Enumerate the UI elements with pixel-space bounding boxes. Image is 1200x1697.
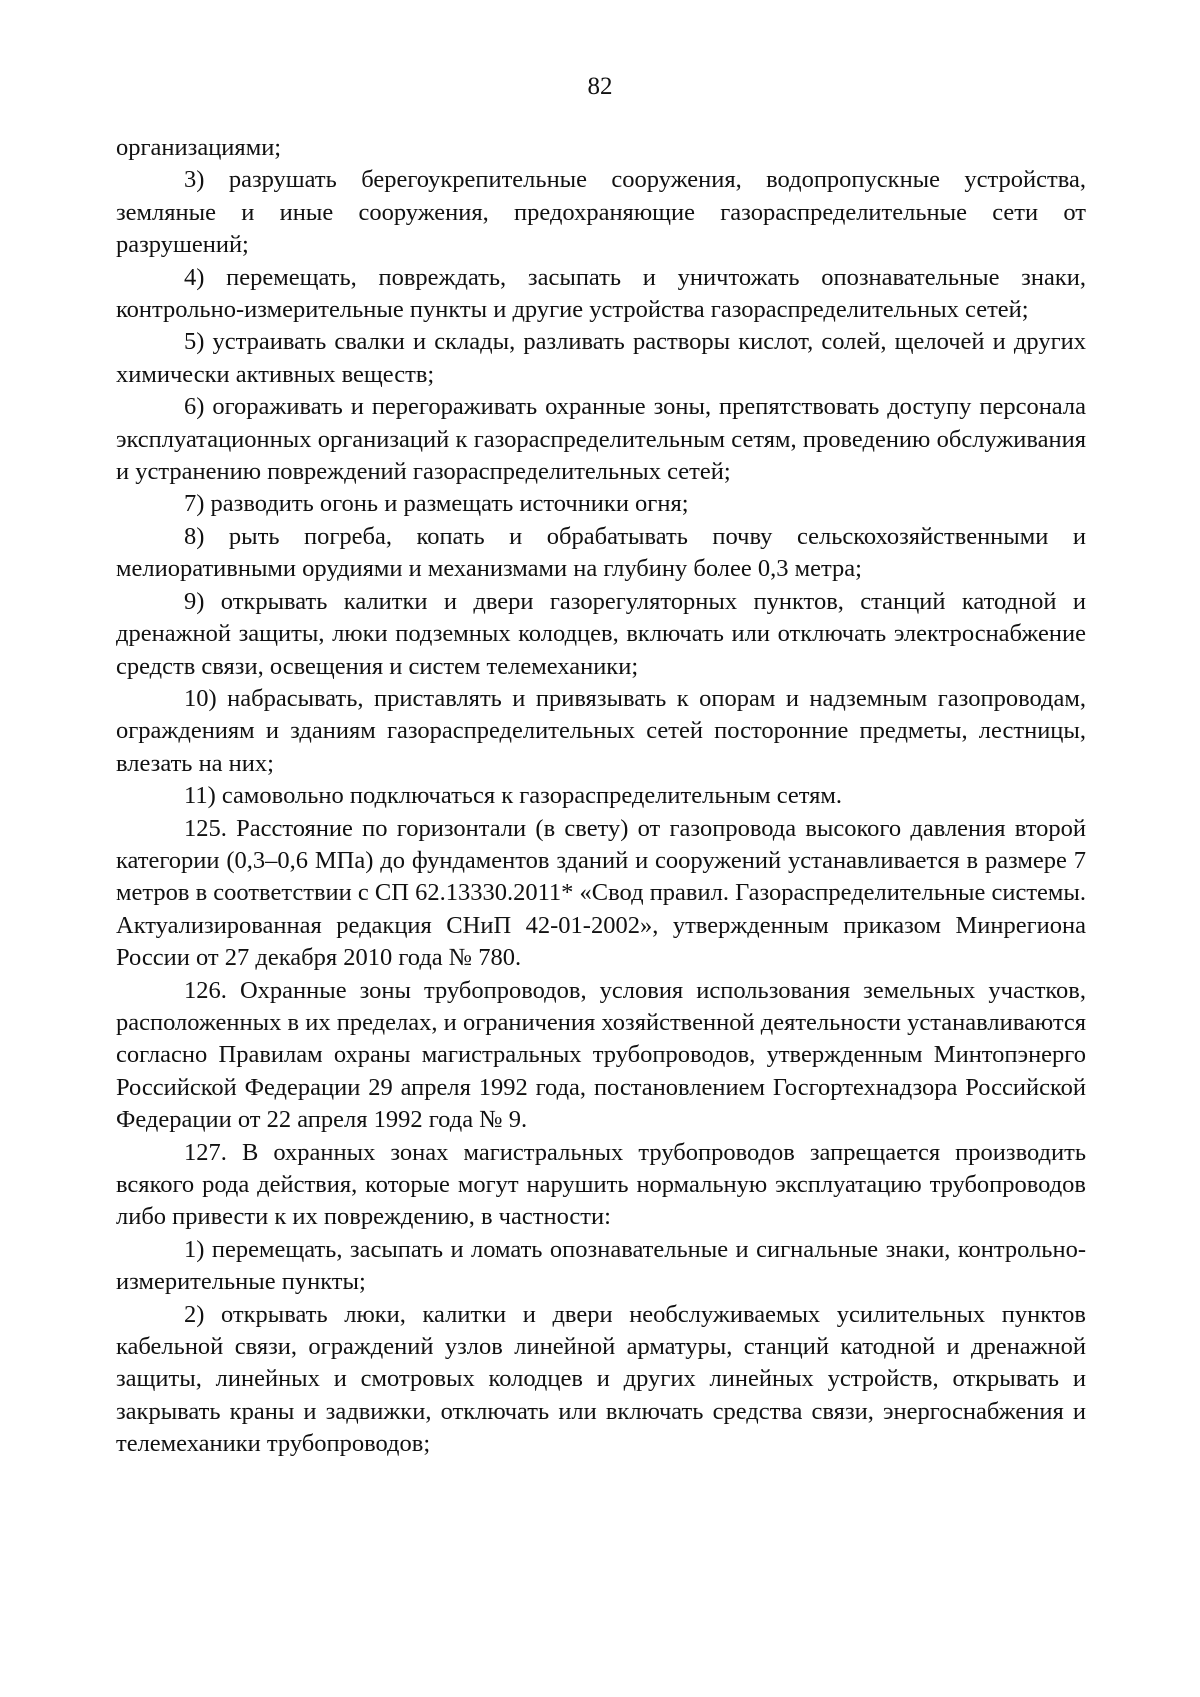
document-body [116,132,1086,1461]
list-item: 4) перемещать, повреждать, засыпать и уничтожать опознавательные знаки, контрольно-измерительные пункты и другие устройства газораспределительных сетей; [116,263,1086,324]
list-item: 1) перемещать, засыпать и ломать опознавательные и сигнальные знаки, контрольно-измерительные пункты; [116,1235,1086,1296]
paragraph: организациями; [116,134,282,161]
list-item: 9) открывать калитки и двери газорегуляторных пунктов, станций катодной и дренажной защиты, люки подземных колодцев, включать или отключать электроснабжение средств связи, освещения и систем телемеханики; [116,587,1086,680]
list-item: 2) открывать люки, калитки и двери необслуживаемых усилительных пунктов кабельной связи, ограждений узлов линейной арматуры, станций катодной и дренажной защиты, линейных и смотровых колодцев и других линейных устройств, открывать и закрывать краны и задвижки, отключать или включать средства связи, энергоснабжения и телемеханики трубопроводов; [116,1300,1086,1458]
list-item: 10) набрасывать, приставлять и привязывать к опорам и надземным газопроводам, ограждениям и зданиям газораспределительных сетей посторонние предметы, лестницы, влезать на них; [116,684,1086,777]
page-number: 82 [587,73,613,100]
list-item: 6) огораживать и перегораживать охранные зоны, препятствовать доступу персонала эксплуатационных организаций к газораспределительным сетям, проведению обслуживания и устранению повреждений газораспределительных сетей; [116,393,1086,486]
list-item: 8) рыть погреба, копать и обрабатывать почву сельскохозяйственными и мелиоративными орудиями и механизмами на глубину более 0,3 метра; [116,522,1086,583]
list-item: 3) разрушать берегоукрепительные сооружения, водопропускные устройства, земляные и иные сооружения, предохраняющие газораспределительные сети от разрушений; [116,166,1086,259]
paragraph-126: 126. Охранные зоны трубопроводов, условия использования земельных участков, расположенных в их пределах, и ограничения хозяйственной деятельности устанавливаются согласно Правилам охраны магистральных трубопроводов, утвержденным Минтопэнерго Российской Федерации 29 апреля 1992 года, постановлением Госгортехнадзора Российской Федерации от 22 апреля 1992 года № 9. [116,976,1086,1134]
list-item: 7) разводить огонь и размещать источники огня; [184,490,689,518]
list-item: 11) самовольно подключаться к газораспределительным сетям. [184,782,843,810]
paragraph-127: 127. В охранных зонах магистральных трубопроводов запрещается производить всякого рода действия, которые могут нарушить нормальную эксплуатацию трубопроводов либо привести к их повреждению, в частности: [116,1138,1086,1231]
list-item: 5) устраивать свалки и склады, разливать растворы кислот, солей, щелочей и других химически активных веществ; [116,328,1086,388]
paragraph-125: 125. Расстояние по горизонтали (в свету) от газопровода высокого давления второй категории (0,3–0,6 МПа) до фундаментов зданий и сооружений устанавливается в размере 7 метров в соответствии с СП 62.13330.2011* «Свод правил. Газораспределительные системы. Актуализированная редакция СНиП 42-01-2002», утвержденным приказом Минрегиона России от 27 декабря 2010 года № 780. [116,814,1086,972]
